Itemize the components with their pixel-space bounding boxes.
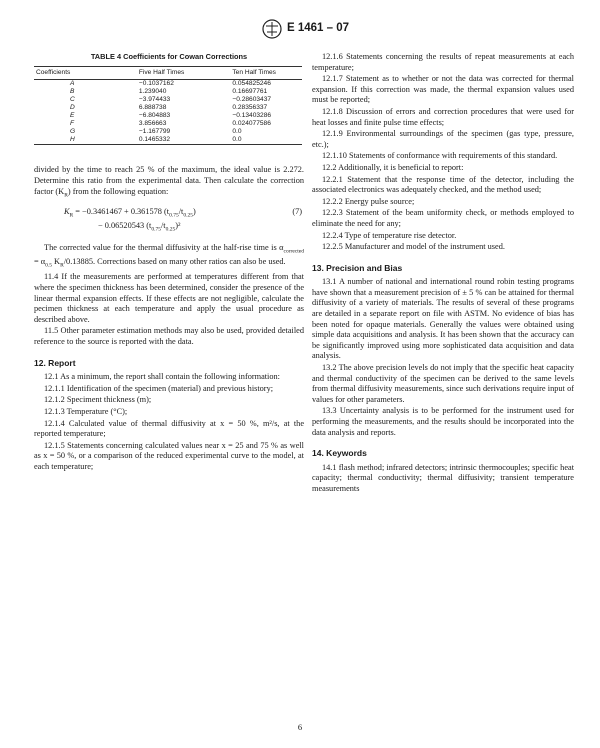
paragraph: 12.2.2 Energy pulse source;	[322, 196, 415, 206]
right-column	[312, 52, 574, 496]
ten-half-value: 0.054825246	[232, 79, 271, 87]
paragraph: divided by the time to reach 25 % of the maximum, the ideal value is 2.272. Determine this ratio from the experimental data. Then calculate the correction factor $(K_R)$ from the following equation:	[34, 165, 304, 199]
header-ten-half-times: Ten Half Times	[230, 66, 302, 79]
five-half-value: 0.1465332	[99, 136, 231, 145]
ten-half-value: 0.0	[230, 136, 302, 145]
paragraph: 11.4 If the measurements are performed at temperatures different from that where the specimen thickness has been determined, consider the presence of the linear thermal expansion effects. If these effects are not negligible, calculate the pecimen thickness at each temperature and apply the usual procedure as described above.	[34, 272, 304, 324]
table-header-row	[34, 66, 302, 79]
ten-half-value: 0.024077586	[232, 120, 271, 128]
table-row	[34, 128, 302, 136]
paragraph: 12.1.8 Discussion of errors and correction procedures that were used for heat losses and finite pulse time effects;	[312, 106, 574, 127]
ten-half-value: −0.28603437	[232, 95, 272, 103]
table-title: TABLE 4 Coefficients for Cowan Corrections	[90, 52, 248, 61]
paragraph: 13.3 Uncertainty analysis is to be performed for the instrument used for performing the measurements, and the results should be incorporated into the data analysis and reports.	[312, 406, 574, 437]
coef-name: G	[70, 128, 76, 136]
paragraph: 12.2.5 Manufacturer and model of the instrument used.	[322, 242, 505, 252]
five-half-value: −3.974433	[138, 95, 171, 103]
paragraph: 12.1.7 Statement as to whether or not the data was corrected for thermal expansion. If this correction was made, the thermal expansion values used must be reported;	[312, 74, 574, 105]
paragraph: 12.1.4 Calculated value of thermal diffusivity at x = 50 %, m²/s, at the reported temperature;	[34, 418, 304, 439]
astm-logo-icon	[262, 19, 282, 39]
table-row	[34, 112, 302, 120]
left-column	[34, 52, 304, 473]
coefficients-table	[34, 66, 302, 146]
paragraph: 12.1.1 Identification of the specimen (material) and previous history;	[44, 383, 274, 393]
coef-name: E	[70, 112, 75, 120]
header-coefficients: Coefficients	[34, 66, 99, 79]
table-row	[34, 79, 302, 88]
header-five-half-times: Five Half Times	[99, 66, 231, 79]
five-half-value: −6.804883	[138, 112, 171, 120]
five-half-value: 3.856663	[138, 120, 167, 128]
paragraph: The corrected value for the thermal diffusivity at the half-rise time is $\alpha_{corrected} = \alpha_{0.5}$ $K_R/0.13885$. Corrections based on many other ratios can also be used.	[34, 242, 304, 269]
paragraph: 12.2 Additionally, it is beneficial to report:	[322, 162, 464, 172]
table-row	[34, 88, 302, 96]
five-half-value: −0.1037162	[138, 79, 174, 87]
five-half-value: −1.167799	[138, 128, 171, 136]
paragraph: 11.5 Other parameter estimation methods may also be used, provided detailed reference to the source is reported with the data.	[34, 326, 304, 346]
ten-half-value: −0.13403286	[232, 112, 272, 120]
paragraph: 12.1.9 Environmental surroundings of the specimen (gas type, pressure, etc.);	[312, 129, 574, 149]
section-heading-keywords: 14. Keywords	[312, 448, 367, 459]
table-row	[34, 104, 302, 112]
paragraph: 13.1 A number of national and international round robin testing programs have shown that a measurement precision of ± 5 % can be attained for thermal diffusivity of a variety of materials. The results of several of these programs are detailed in a separate report on file with ASTM. No evidence of bias has been noted for opaque materials. Generally the values were obtained using simple data acquisitions and analysis. It has been shown that the accuracy can be significantly improved using more sophisticated data acquisition and data analysis.	[312, 277, 574, 361]
coef-name: D	[70, 103, 75, 111]
standard-designation: E 1461 – 07	[287, 22, 350, 34]
coef-name: B	[70, 87, 75, 95]
equation-7	[34, 207, 304, 235]
page-number: 6	[297, 722, 303, 732]
paragraph: 12.1.10 Statements of conformance with requirements of this standard.	[322, 151, 558, 161]
ten-half-value: 0.28356337	[232, 103, 268, 111]
page-header	[0, 18, 600, 42]
paragraph: 14.1 flash method; infrared detectors; intrinsic thermocouples; specific heat capacity; thermal conductivity; thermal diffusivity; transient temperature measurements	[312, 462, 574, 493]
table-row	[34, 120, 302, 128]
coef-name: A	[70, 79, 75, 87]
paragraph: 12.2.4 Type of temperature rise detector.	[322, 230, 457, 240]
paragraph: 12.2.1 Statement that the response time of the detector, including the associated electronics was adequately checked, and the method used;	[312, 174, 574, 195]
section-heading-precision-bias: 13. Precision and Bias	[312, 262, 403, 273]
equation-number: (7)	[292, 206, 302, 216]
paragraph: 12.1.3 Temperature (°C);	[44, 406, 128, 416]
paragraph: 12.1.2 Speciment thickness (m);	[44, 395, 152, 405]
equation-line-1: $K_R = -0.3461467 + 0.361578$ $(t_{0.75}/t_{0.25})$	[64, 206, 196, 219]
table-row	[34, 96, 302, 104]
coef-name: H	[34, 136, 99, 145]
paragraph: 12.1.6 Statements concerning the results of repeat measurements at each temperature;	[312, 52, 574, 72]
ten-half-value: 0.0	[232, 128, 242, 136]
paragraph: 12.1 As a minimum, the report shall contain the following information:	[44, 372, 280, 382]
coef-name: C	[70, 95, 75, 103]
paragraph: 13.2 The above precision levels do not imply that the specific heat capacity and thermal conductivity of the specimen can be derived to the same levels from thermal diffusivity measurements, since such derivations require input of values for other parameters.	[312, 363, 574, 404]
paragraph: 12.2.3 Statement of the beam uniformity check, or methods employed to eliminate the need for any;	[312, 208, 574, 228]
coef-name: F	[70, 120, 75, 128]
ten-half-value: 0.16697761	[232, 87, 268, 95]
section-heading-report: 12. Report	[34, 357, 76, 368]
five-half-value: 6.888738	[138, 103, 167, 111]
five-half-value: 1.239040	[138, 87, 167, 95]
paragraph: 12.1.5 Statements concerning calculated values near x = 25 and 75 % as well as x = 50 %, or a comparison of the reduced experimental curve to the model, at each temperature;	[34, 440, 304, 471]
equation-line-2: − 0.06520543 $(t_{0.75}/t_{0.25})^2$	[98, 220, 181, 233]
table-row	[34, 136, 302, 145]
